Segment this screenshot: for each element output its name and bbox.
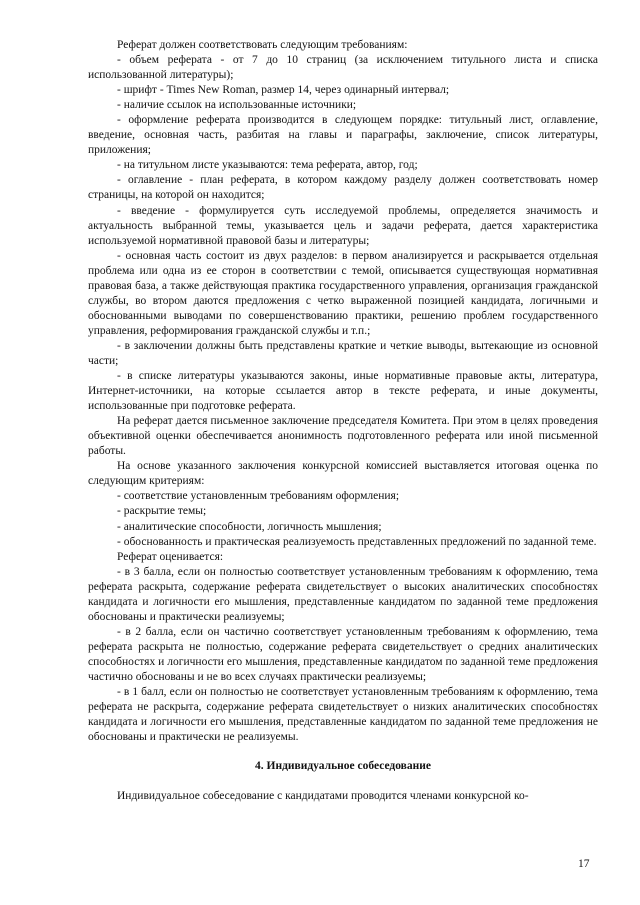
page-number: 17 [578, 858, 590, 870]
section-heading: 4. Индивидуальное собеседование [255, 760, 431, 773]
paragraph: Реферат оценивается: [117, 550, 224, 563]
paragraph: На реферат дается письменное заключение председателя Комитета. При этом в целях проведения объективной оценки обеспечивается анонимность подготовленного реферата или иной письменной работы. [88, 415, 598, 458]
list-item: - оформление реферата производится в следующем порядке: титульный лист, оглавление, введение, основная часть, разбитая на главы и параграфы, заключение, список литературы, приложения; [88, 114, 598, 157]
list-item: - объем реферата - от 7 до 10 страниц (за исключением титульного листа и списка использованной литературы); [88, 54, 598, 82]
list-item: - раскрытие темы; [117, 505, 207, 518]
list-item: - обоснованность и практическая реализуемость представленных предложений по заданной теме. [117, 535, 597, 548]
list-item: - шрифт - Times New Roman, размер 14, через одинарный интервал; [117, 84, 450, 97]
list-item: - оглавление - план реферата, в котором каждому разделу должен соответствовать номер страницы, на которой он находится; [88, 174, 598, 202]
list-item: - соответствие установленным требованиям оформления; [117, 490, 400, 503]
list-item: - в 2 балла, если он частично соответствует установленным требованиям к оформлению, тема реферата раскрыта не полностью, содержание реферата свидетельствует о средних аналитических способностях и логичности его мышления, представленные кандидатом по заданной теме предложения частично обоснованы и не во всех случаях практически реализуемы; [88, 625, 598, 683]
list-item: - в 1 балл, если он полностью не соответствует установленным требованиям к оформлению, тема реферата не раскрыта, содержание реферата свидетельствует о низких аналитических способностях кандидата и логичности его мышления, представленные кандидатом по заданной теме предложения не обоснованы и практически не реализуемы. [88, 686, 598, 744]
document-page [88, 38, 598, 804]
list-item: - в списке литературы указываются законы, иные нормативные правовые акты, литература, Интернет-источники, на которые ссылается автор в тексте реферата, и иные документы, использованные при подготовке реферата. [88, 370, 598, 413]
paragraph: На основе указанного заключения конкурсной комиссией выставляется итоговая оценка по следующим критериям: [88, 460, 598, 488]
list-item: - аналитические способности, логичность мышления; [117, 520, 382, 533]
list-item: - в 3 балла, если он полностью соответствует установленным требованиям к оформлению, тема реферата раскрыта, содержание реферата свидетельствует о высоких аналитических способностях кандидата и логичности его мышления, представленные кандидатом по заданной теме предложения обоснованы и практически реализуемы; [88, 565, 598, 623]
list-item: - на титульном листе указываются: тема реферата, автор, год; [117, 159, 418, 172]
list-item: - в заключении должны быть представлены краткие и четкие выводы, вытекающие из основной части; [88, 339, 598, 367]
list-item: - наличие ссылок на использованные источники; [117, 99, 357, 112]
list-item: - введение - формулируется суть исследуемой проблемы, определяется значимость и актуальность выбранной темы, указывается цель и задачи реферата, дается характеристика используемой нормативной правовой базы и литературы; [88, 204, 598, 247]
paragraph: Реферат должен соответствовать следующим требованиям: [117, 39, 408, 51]
paragraph: Индивидуальное собеседование с кандидатами проводится членами конкурсной ко- [117, 790, 529, 803]
list-item: - основная часть состоит из двух разделов: в первом анализируется и раскрывается отдельная проблема или одна из ее сторон в соответствии с темой, описывается существующая нормативная правовая база, а также действующая практика государственного управления, организация гражданской службы, во втором даются предложения с четко выраженной позицией кандидата, логичными и обоснованными выводами по совершенствованию практики, решению проблем государственного управления, реформирования гражданской службы и т.п.; [88, 249, 598, 337]
